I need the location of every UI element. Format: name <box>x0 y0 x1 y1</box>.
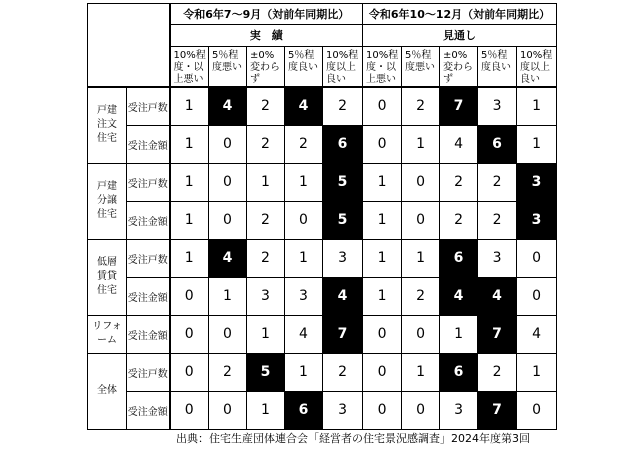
actual-value-cell: 0 <box>170 315 209 353</box>
forecast-value-cell: 1 <box>517 125 557 163</box>
group-label: 全体 <box>88 353 127 429</box>
forecast-column-header: 5％程度良い <box>478 47 517 88</box>
actual-column-header: 10%程度以上良い <box>323 47 363 88</box>
group-label: 戸建 注文 住宅 <box>88 87 127 163</box>
survey-table <box>87 3 557 430</box>
actual-value-cell: 0 <box>209 201 247 239</box>
forecast-value-cell: 3 <box>517 163 557 201</box>
actual-value-cell: 5 <box>323 163 363 201</box>
row-metric-label: 受注戸数 <box>127 163 170 201</box>
row-metric-label: 受注金額 <box>127 315 170 353</box>
forecast-value-cell: 1 <box>363 201 402 239</box>
actual-value-cell: 2 <box>323 353 363 391</box>
actual-value-cell: 3 <box>247 277 285 315</box>
source-note: 出典：住宅生産団体連合会「経営者の住宅景況感調査」2024年度第3回 <box>176 432 530 445</box>
forecast-value-cell: 1 <box>363 163 402 201</box>
forecast-value-cell: 1 <box>402 239 440 277</box>
actual-value-cell: 1 <box>285 239 323 277</box>
row-metric-label: 受注金額 <box>127 277 170 315</box>
forecast-column-header: 10%程度・以上悪い <box>363 47 402 88</box>
forecast-value-cell: 7 <box>478 315 517 353</box>
table-row <box>88 315 557 353</box>
forecast-value-cell: 6 <box>440 239 478 277</box>
actual-value-cell: 6 <box>323 125 363 163</box>
row-metric-label: 受注戸数 <box>127 239 170 277</box>
actual-value-cell: 1 <box>285 353 323 391</box>
forecast-value-cell: 6 <box>478 125 517 163</box>
forecast-label: 見通し <box>363 25 557 47</box>
actual-value-cell: 4 <box>209 239 247 277</box>
table-row <box>88 391 557 429</box>
forecast-value-cell: 0 <box>402 391 440 429</box>
forecast-value-cell: 0 <box>363 391 402 429</box>
forecast-value-cell: 1 <box>517 353 557 391</box>
actual-value-cell: 5 <box>323 201 363 239</box>
actual-column-header: 10%程度・以上悪い <box>170 47 209 88</box>
forecast-value-cell: 0 <box>517 277 557 315</box>
group-label: リフォ ーム <box>88 315 127 353</box>
forecast-column-header: 10%程度以上良い <box>517 47 557 88</box>
actual-value-cell: 3 <box>323 239 363 277</box>
table-row <box>88 239 557 277</box>
actual-value-cell: 1 <box>170 239 209 277</box>
forecast-value-cell: 0 <box>517 239 557 277</box>
actual-value-cell: 1 <box>247 315 285 353</box>
actual-value-cell: 0 <box>170 277 209 315</box>
forecast-value-cell: 1 <box>363 277 402 315</box>
actual-value-cell: 1 <box>247 163 285 201</box>
actual-value-cell: 0 <box>285 201 323 239</box>
forecast-value-cell: 4 <box>478 277 517 315</box>
actual-value-cell: 4 <box>323 277 363 315</box>
actual-value-cell: 7 <box>323 315 363 353</box>
actual-value-cell: 2 <box>209 353 247 391</box>
forecast-value-cell: 3 <box>517 201 557 239</box>
actual-value-cell: 1 <box>170 201 209 239</box>
forecast-column-header: 5％程度悪い <box>402 47 440 88</box>
actual-value-cell: 1 <box>247 391 285 429</box>
header-period-row <box>88 4 557 25</box>
table-row <box>88 125 557 163</box>
forecast-value-cell: 3 <box>478 87 517 125</box>
forecast-value-cell: 2 <box>402 87 440 125</box>
table-row <box>88 277 557 315</box>
actual-value-cell: 1 <box>170 163 209 201</box>
forecast-value-cell: 1 <box>363 239 402 277</box>
forecast-value-cell: 2 <box>402 277 440 315</box>
actual-value-cell: 0 <box>209 163 247 201</box>
forecast-value-cell: 4 <box>517 315 557 353</box>
actual-column-header: ±0%変わらず <box>247 47 285 88</box>
actual-value-cell: 1 <box>170 125 209 163</box>
actual-value-cell: 3 <box>285 277 323 315</box>
forecast-value-cell: 7 <box>440 87 478 125</box>
actual-value-cell: 0 <box>209 125 247 163</box>
forecast-value-cell: 2 <box>478 163 517 201</box>
forecast-value-cell: 6 <box>440 353 478 391</box>
actual-value-cell: 2 <box>247 125 285 163</box>
row-metric-label: 受注金額 <box>127 391 170 429</box>
corner-cell <box>88 4 170 88</box>
actual-column-header: 5％程度良い <box>285 47 323 88</box>
forecast-value-cell: 0 <box>402 315 440 353</box>
actual-value-cell: 1 <box>285 163 323 201</box>
actual-label: 実 績 <box>170 25 363 47</box>
table-row <box>88 201 557 239</box>
actual-value-cell: 2 <box>247 239 285 277</box>
period-forecast-heading: 令和6年10～12月（対前年同期比） <box>363 4 557 25</box>
forecast-value-cell: 4 <box>440 125 478 163</box>
forecast-value-cell: 2 <box>478 353 517 391</box>
forecast-value-cell: 1 <box>402 353 440 391</box>
forecast-value-cell: 1 <box>517 87 557 125</box>
row-metric-label: 受注戸数 <box>127 87 170 125</box>
group-label: 戸建 分譲 住宅 <box>88 163 127 239</box>
forecast-value-cell: 2 <box>440 201 478 239</box>
actual-value-cell: 1 <box>209 277 247 315</box>
actual-value-cell: 5 <box>247 353 285 391</box>
table-row <box>88 353 557 391</box>
actual-value-cell: 6 <box>285 391 323 429</box>
forecast-value-cell: 3 <box>440 391 478 429</box>
actual-column-header: 5％程度悪い <box>209 47 247 88</box>
group-label: 低層 賃貸 住宅 <box>88 239 127 315</box>
forecast-value-cell: 2 <box>440 163 478 201</box>
actual-value-cell: 4 <box>285 315 323 353</box>
forecast-value-cell: 7 <box>478 391 517 429</box>
table-row <box>88 163 557 201</box>
forecast-value-cell: 2 <box>478 201 517 239</box>
forecast-value-cell: 1 <box>440 315 478 353</box>
actual-value-cell: 2 <box>323 87 363 125</box>
forecast-column-header: ±0%変わらず <box>440 47 478 88</box>
period-actual-heading: 令和6年7～9月（対前年同期比） <box>170 4 363 25</box>
forecast-value-cell: 0 <box>363 315 402 353</box>
forecast-value-cell: 0 <box>363 125 402 163</box>
actual-value-cell: 0 <box>170 353 209 391</box>
table-row <box>88 87 557 125</box>
forecast-value-cell: 0 <box>402 201 440 239</box>
forecast-value-cell: 1 <box>402 125 440 163</box>
actual-value-cell: 4 <box>209 87 247 125</box>
forecast-value-cell: 0 <box>363 353 402 391</box>
actual-value-cell: 0 <box>170 391 209 429</box>
row-metric-label: 受注戸数 <box>127 353 170 391</box>
forecast-value-cell: 4 <box>440 277 478 315</box>
actual-value-cell: 1 <box>170 87 209 125</box>
forecast-value-cell: 0 <box>363 87 402 125</box>
forecast-value-cell: 0 <box>402 163 440 201</box>
actual-value-cell: 0 <box>209 391 247 429</box>
forecast-value-cell: 3 <box>478 239 517 277</box>
actual-value-cell: 3 <box>323 391 363 429</box>
actual-value-cell: 2 <box>247 201 285 239</box>
actual-value-cell: 2 <box>285 125 323 163</box>
actual-value-cell: 4 <box>285 87 323 125</box>
actual-value-cell: 2 <box>247 87 285 125</box>
forecast-value-cell: 0 <box>517 391 557 429</box>
row-metric-label: 受注金額 <box>127 201 170 239</box>
row-metric-label: 受注金額 <box>127 125 170 163</box>
actual-value-cell: 0 <box>209 315 247 353</box>
